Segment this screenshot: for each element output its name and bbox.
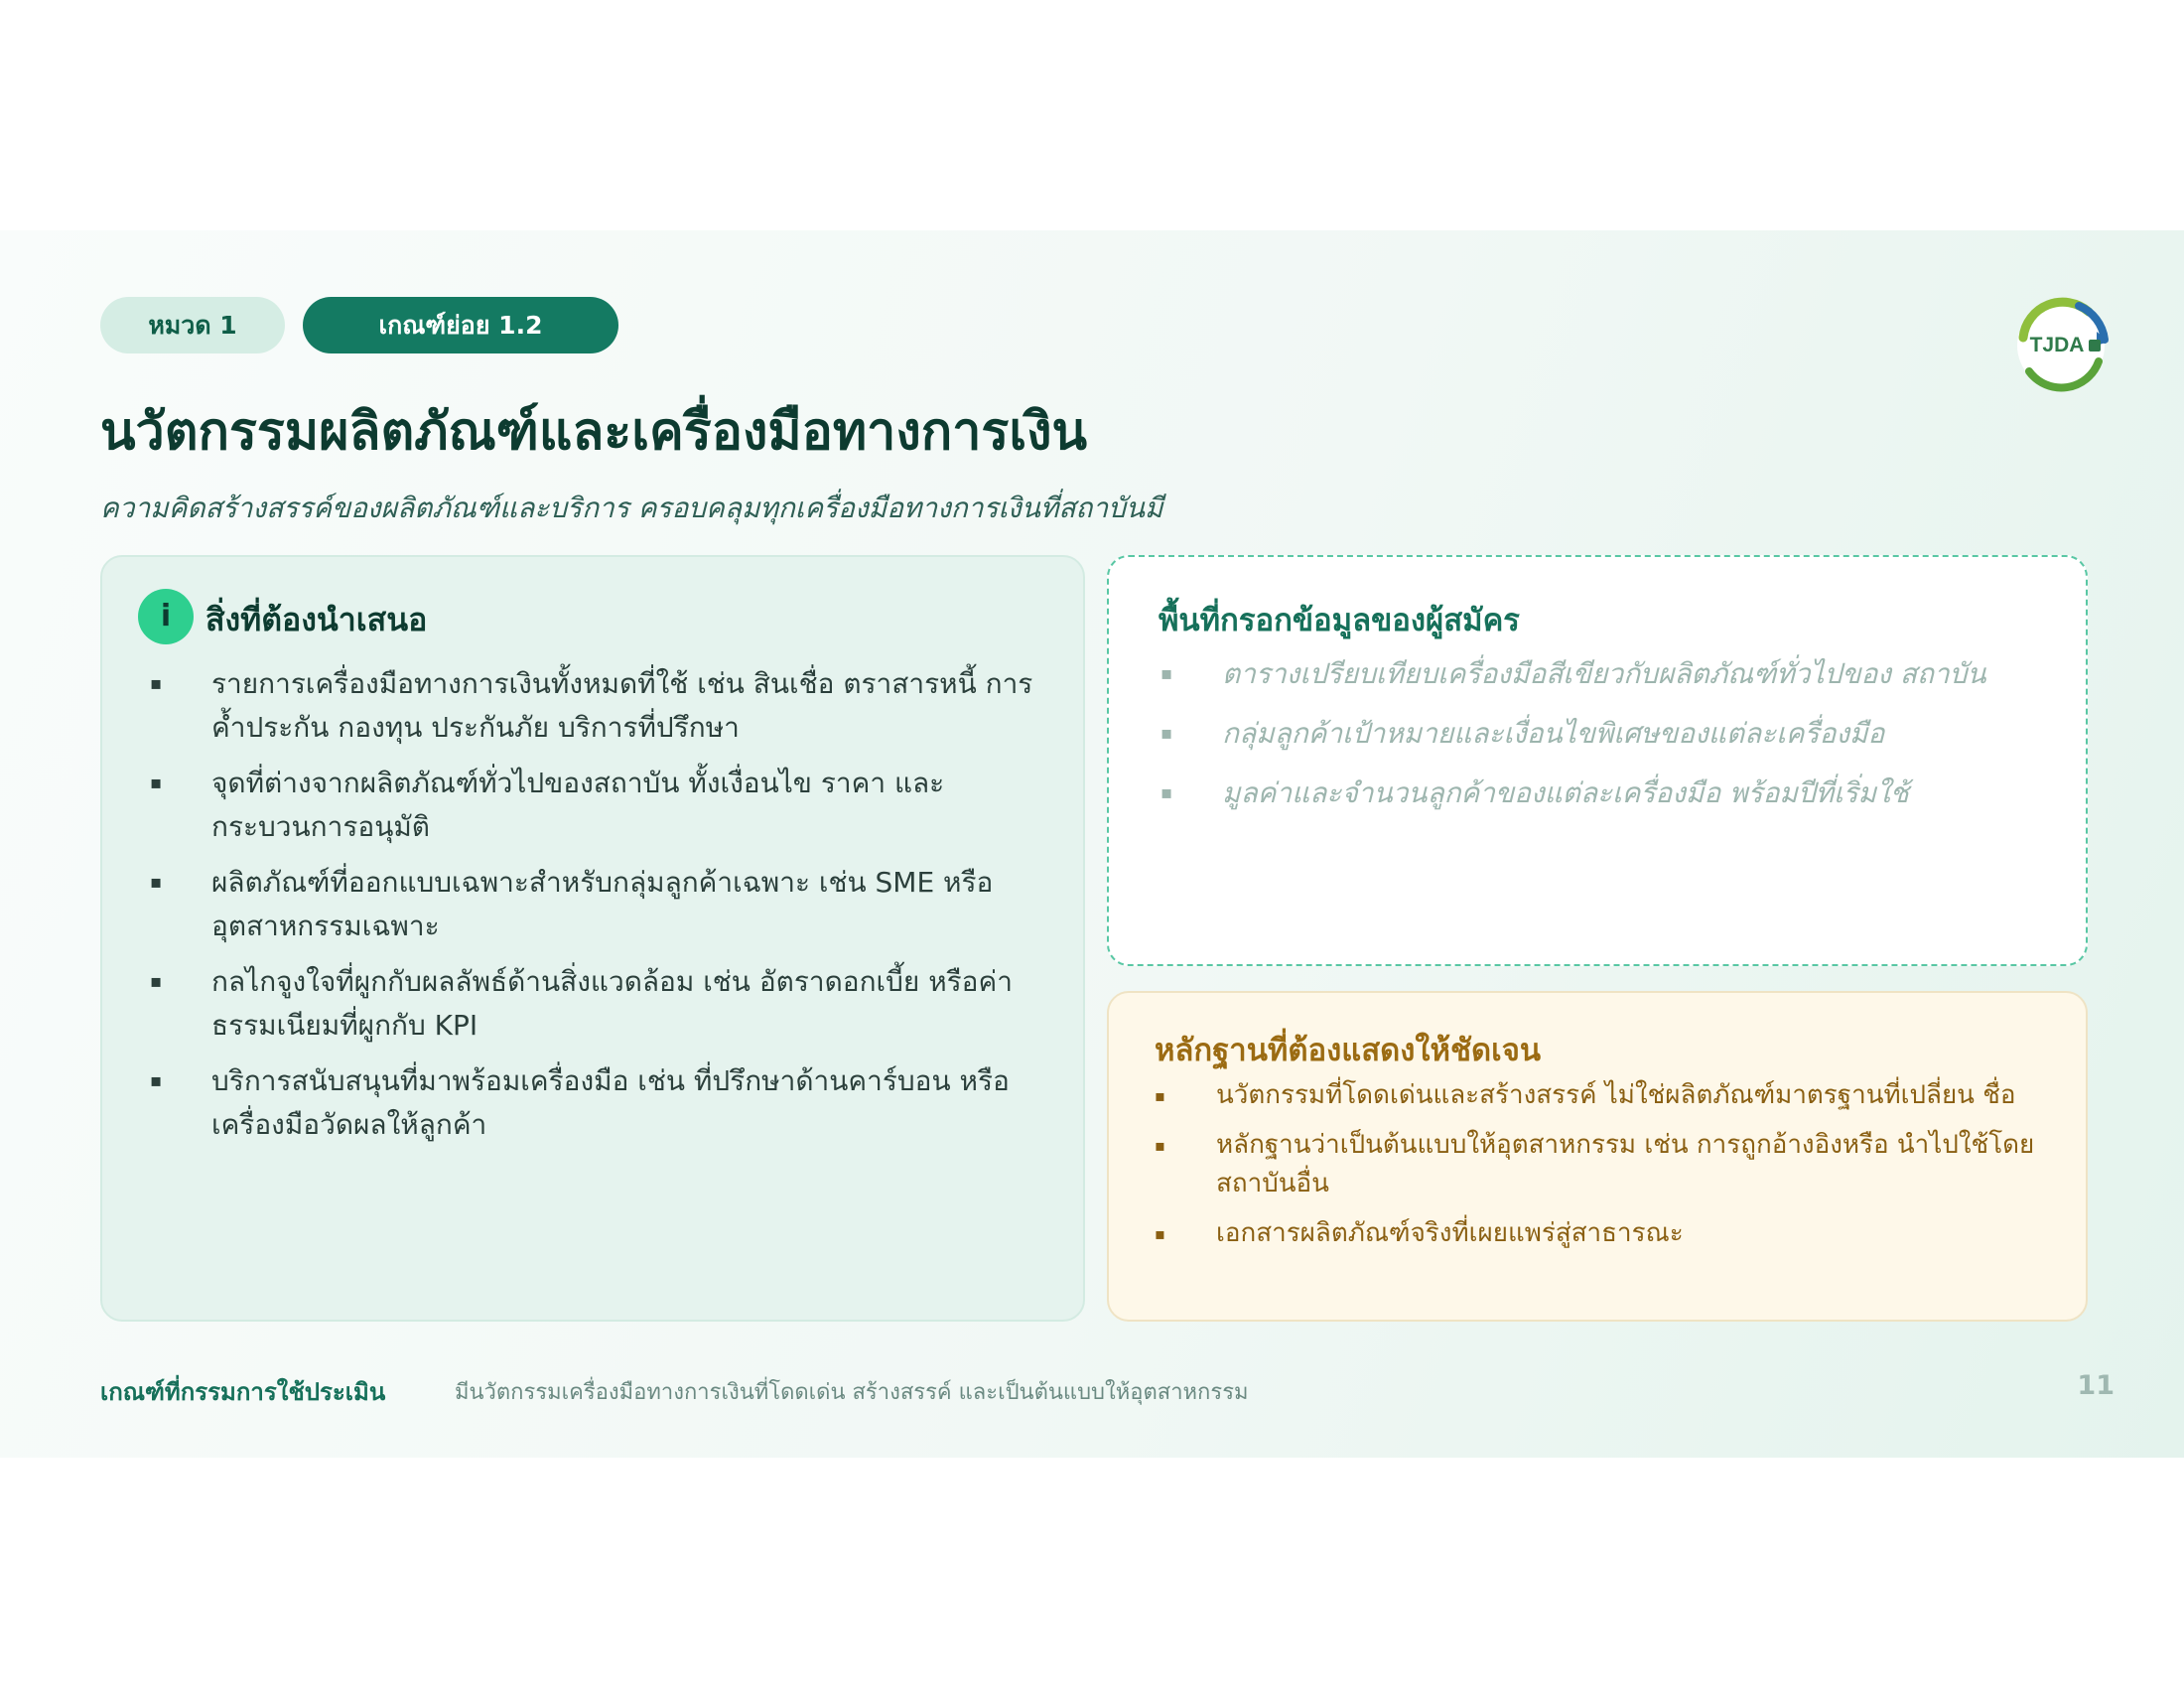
slide — [0, 230, 2184, 1458]
evidence-list — [1155, 1076, 2048, 1264]
bullet-icon: ▪ — [150, 971, 163, 992]
list-item: ▪ หลักฐานว่าเป็นต้นแบบให้อุตสาหกรรม เช่น การถูกอ้างอิงหรือ นำไปใช้โดยสถาบันอื่น — [1155, 1126, 2048, 1203]
evidence-card-title: หลักฐานที่ต้องแสดงให้ชัดเจน — [1155, 1033, 1542, 1068]
list-item: ▪ กลุ่มลูกค้าเป้าหมายและเงื่อนไขพิเศษของแต่ละเครื่องมือ — [1160, 712, 2034, 756]
page-number: 11 — [2077, 1370, 2115, 1401]
page-subtitle: ความคิดสร้างสรรค์ของผลิตภัณฑ์และบริการ ครอบคลุมทุกเครื่องมือทางการเงินที่สถาบันมี — [100, 492, 1163, 524]
list-item: ▪ นวัตกรรมที่โดดเด่นและสร้างสรรค์ ไม่ใช่ผลิตภัณฑ์มาตรฐานที่เปลี่ยน ชื่อ — [1155, 1076, 2048, 1115]
list-item: ▪ กลไกจูงใจที่ผูกกับผลลัพธ์ด้านสิ่งแวดล้อม เช่น อัตราดอกเบี้ย หรือค่าธรรมเนียมที่ผูกกับ KPI — [150, 960, 1043, 1048]
list-item: ▪ มูลค่าและจำนวนลูกค้าของแต่ละเครื่องมือ พร้อมปีที่เริ่มใช้ — [1160, 772, 2034, 815]
present-card-title: สิ่งที่ต้องนำเสนอ — [205, 601, 428, 638]
bullet-icon: ▪ — [1155, 1136, 1165, 1155]
input-card-title: พื้นที่กรอกข้อมูลของผู้สมัคร — [1159, 603, 1520, 638]
bullet-icon: ▪ — [150, 773, 163, 793]
footer-text: มีนวัตกรรมเครื่องมือทางการเงินที่โดดเด่น สร้างสรรค์ และเป็นต้นแบบให้อุตสาหกรรม — [455, 1380, 1249, 1405]
present-list — [150, 662, 1043, 1159]
bullet-icon: ▪ — [1155, 1224, 1165, 1243]
bullet-icon: ▪ — [150, 872, 163, 893]
applicant-input-card[interactable] — [1107, 555, 2088, 966]
bullet-icon: ▪ — [1160, 723, 1173, 744]
bullet-icon: ▪ — [1160, 782, 1173, 803]
bullet-icon: ▪ — [1155, 1086, 1165, 1105]
list-item: ▪ ตารางเปรียบเทียบเครื่องมือสีเขียวกับผลิตภัณฑ์ทั่วไปของ สถาบัน — [1160, 652, 2034, 696]
input-list — [1160, 652, 2034, 831]
list-item: ▪ ผลิตภัณฑ์ที่ออกแบบเฉพาะสำหรับกลุ่มลูกค้าเฉพาะ เช่น SME หรืออุตสาหกรรมเฉพาะ — [150, 861, 1043, 948]
list-item: ▪ รายการเครื่องมือทางการเงินทั้งหมดที่ใช้ เช่น สินเชื่อ ตราสารหนี้ การค้ำประกัน กองทุน ประกันภัย บริการที่ปรึกษา — [150, 662, 1043, 750]
list-item: ▪ เอกสารผลิตภัณฑ์จริงที่เผยแพร่สู่สาธารณะ — [1155, 1214, 2048, 1253]
bullet-icon: ▪ — [150, 1070, 163, 1091]
svg-text:TJDA: TJDA — [2029, 334, 2085, 356]
bullet-icon: ▪ — [150, 673, 163, 694]
present-card — [100, 555, 1085, 1322]
evidence-card — [1107, 991, 2088, 1322]
page-title: นวัตกรรมผลิตภัณฑ์และเครื่องมือทางการเงิน — [100, 402, 1088, 462]
bullet-icon: ▪ — [1160, 663, 1173, 684]
list-item: ▪ บริการสนับสนุนที่มาพร้อมเครื่องมือ เช่น ที่ปรึกษาด้านคาร์บอน หรือเครื่องมือวัดผลให้ลูกค้า — [150, 1059, 1043, 1147]
category-chip: หมวด 1 — [100, 297, 285, 353]
info-icon: i — [138, 589, 194, 644]
footer-label: เกณฑ์ที่กรรมการใช้ประเมิน — [100, 1378, 386, 1406]
tjda-logo — [2009, 294, 2113, 397]
subcriteria-chip: เกณฑ์ย่อย 1.2 — [303, 297, 618, 353]
list-item: ▪ จุดที่ต่างจากผลิตภัณฑ์ทั่วไปของสถาบัน ทั้งเงื่อนไข ราคา และ กระบวนการอนุมัติ — [150, 762, 1043, 849]
